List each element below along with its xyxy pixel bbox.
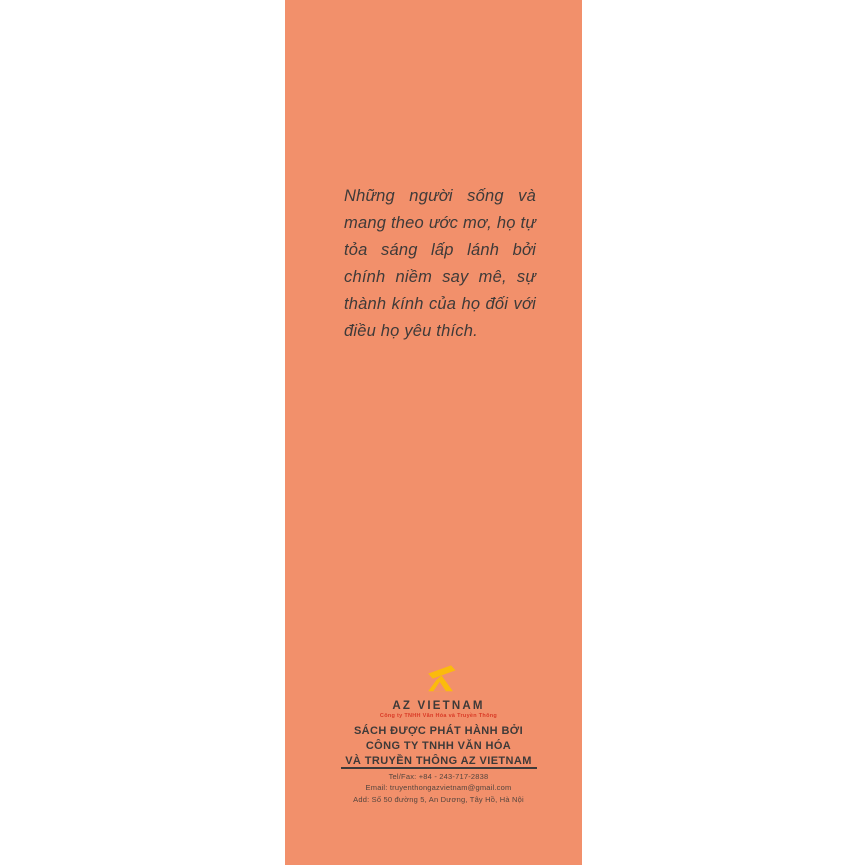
brand-name: AZ VIETNAM <box>392 700 485 712</box>
contact-telfax: Tel/Fax: +84 - 243-717-2838 <box>388 772 489 781</box>
quote-text: Những người sống và mang theo ước mơ, họ tự tỏa sáng lấp lánh bởi chính niềm say mê, sự thành kính của họ đối với điều họ yêu thích. <box>344 187 536 340</box>
brand-subtitle: Công ty TNHH Văn Hóa và Truyền Thông <box>379 713 498 719</box>
divider-rule <box>341 767 537 769</box>
az-vietnam-logo-icon <box>420 659 458 697</box>
contact-address: Add: Số 50 đường 5, An Dương, Tây Hồ, Hà Nội <box>353 794 524 804</box>
contact-block <box>353 771 524 805</box>
publisher-line-2: CÔNG TY TNHH VĂN HÓA <box>365 740 512 752</box>
publisher-block <box>345 724 532 769</box>
publisher-line-3: VÀ TRUYỀN THÔNG AZ VIETNAM <box>345 755 532 767</box>
publisher-line-1: SÁCH ĐƯỢC PHÁT HÀNH BỞI <box>353 725 524 737</box>
contact-email: Email: truyenthongazvietnam@gmail.com <box>365 783 512 793</box>
book-back-cover-panel <box>285 0 582 865</box>
